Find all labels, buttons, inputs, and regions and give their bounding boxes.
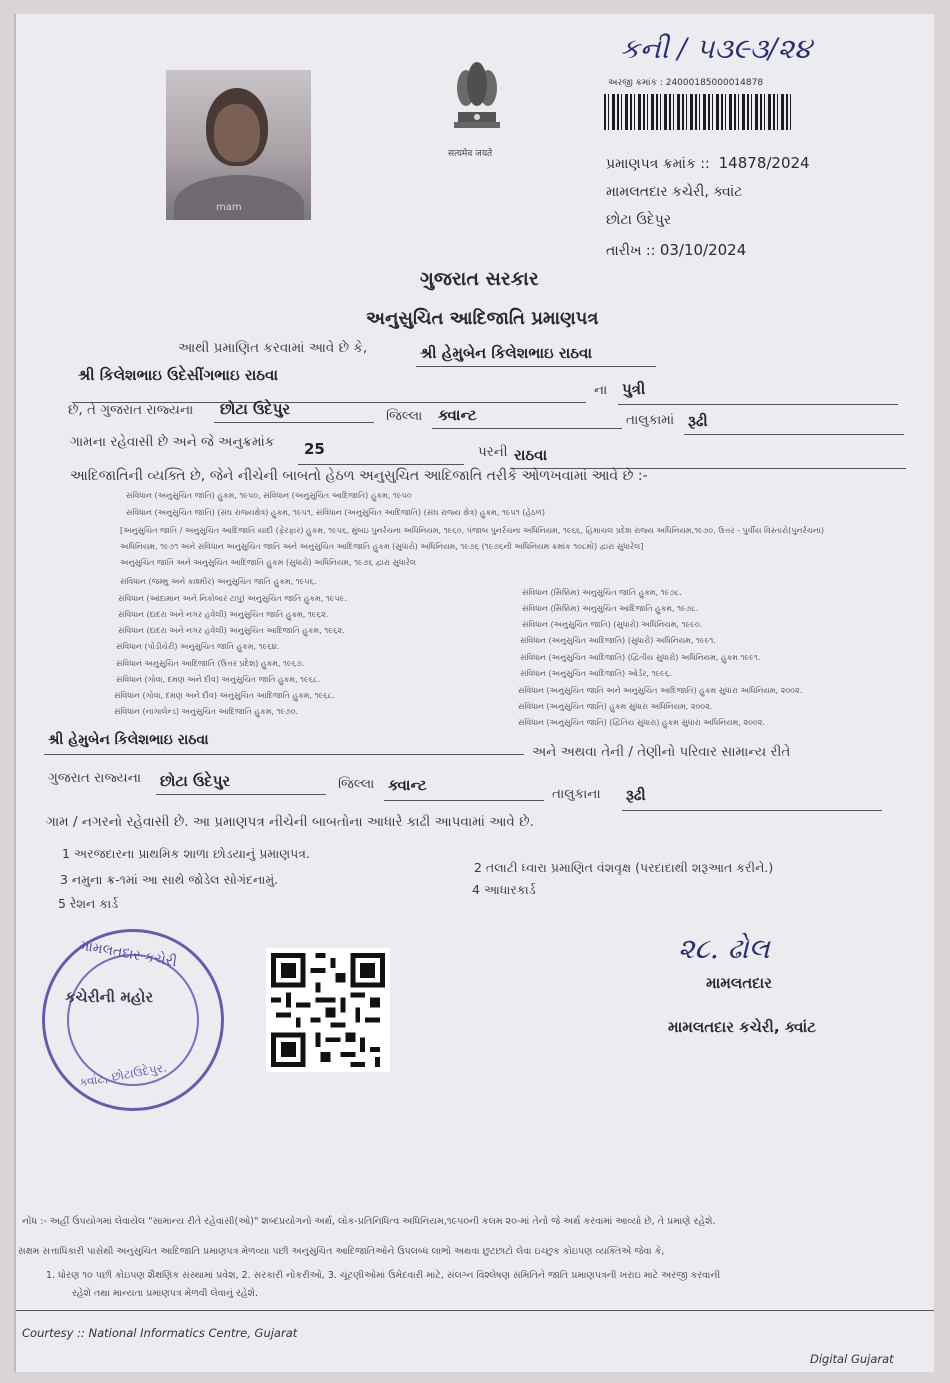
signatory-office: મામલતદાર કચેરી, ક્વાંટ (668, 1018, 816, 1036)
tribe-statement: આદિજાતિની વ્યક્તિ છે, જેને નીચેની બાબતો હેઠળ અનુસુચિત આદિજાતિ તરીકે ઓળખવામાં આવે છે :- (70, 468, 648, 484)
footer-line-2: 1. ધોરણ ૧૦ પછી કોઇપણ શૈક્ષણિક સંસ્થામાં પ્રવેશ, 2. સરકારી નોકરીઓ, 3. ચૂંટણીઓમાં ઉમેદવારી માટે, સંલગ્ન વિશ્લેષણ સમિતિને જાતિ પ્રમાણપત્રની ખરાઇ માટે અરજી કરવાની (46, 1270, 721, 1281)
relation: પુત્રી (622, 380, 646, 398)
footer-note: નોંધ :- અહીં ઉપયોગમાં લેવાયેલ "સામાન્ય રીતે રહેવાસી(ઓ)" શબ્દપ્રયોગનો અર્થ, લોક-પ્રતિનિધિત્વ અધિનિયમ,૧૯૫૦ની કલમ ૨૦-માં તેનો જે અર્થ કરવામાં આવ્યો છે, તે પ્રમાણે રહેશે. (22, 1216, 716, 1227)
law-left-item: સંવિધાન (દાદરા અને નગર હવેલી) અનુસુચિત જાતિ હુકમ, ૧૯૬૨. (118, 610, 329, 619)
barcode (604, 94, 794, 130)
residence-taluka-label: તાલુકાના (552, 786, 601, 802)
intro-text: આથી પ્રમાણિત કરવામાં આવે છે કે, (178, 340, 368, 356)
footer-line-1: સક્ષમ સત્તાધિકારી પાસેથી અનુસુચિત આદિજાતિ પ્રમાણપત્ર મેળવ્યા પછી અનુસુચિત આદિજાતિઓને ઉપલબ્ધ લાભો અથવા છુટછાટો લેવા ઇચ્છુક કોઇપણ વ્યક્તિએ જેવા કે, (18, 1246, 665, 1257)
law-right-item: સંવિધાન (અનુસુચિત આદિજાતિ) (સુધારો) અધિનિયમ, ૧૯૯૧. (520, 636, 716, 645)
law-left-item: સંવિધાન (જમ્મુ અને કાશ્મીર) અનુસુચિત જાતિ હુકમ, ૧૯૫૬. (120, 577, 317, 586)
holder-name: શ્રી હેમુબેન કિલેશભાઇ રાઠવા (420, 344, 593, 362)
residence-taluka: ક્વાન્ટ (388, 776, 427, 794)
certificate-page (14, 14, 934, 1372)
family-label: અને અથવા તેની / તેણીનો પરિવાર સામાન્ય રીતે (532, 744, 791, 760)
document-item: 2 તલાટી ધ્વારા પ્રમાણિત વંશવૃક્ષ (પરદાદાથી શરૂઆત કરીને.) (474, 860, 774, 875)
government-title: ગુજરાત સરકાર (420, 268, 539, 290)
document-item: 3 નમુના ક્ર-૧માં આ સાથે જોડેલ સોગંદનામું. (60, 872, 279, 887)
law-right-item: સંવિધાન (અનુસુચિત આદિજાતિ) ઓર્ડર, ૧૯૯૬. (520, 669, 672, 678)
law-left-item: સંવિધાન (પોંડીચેરી) અનુસુચિત જાતિ હુકમ, ૧૯૬૪. (116, 642, 280, 651)
law-line: સંવિધાન (અનુસુચિત જાતિ) (સંઘ રાજ્યક્ષેત્ર) હુકમ, ૧૯૫૧, સંવિધાન (અનુસુચિત આદિજાતિ) (સંઘ રાજ્ય ક્ષેત્ર) હુકમ, ૧૯૫૧ (હેઠળ) (126, 508, 546, 517)
law-left-item: સંવિધાન (નાગાલેન્ડ) અનુસુચિત આદિજાતિ હુકમ, ૧૯૭૦. (114, 707, 299, 716)
handwritten-reference: કની / ૫૩૯૩/૨૪ (620, 32, 812, 65)
at-label: પરની (478, 444, 508, 460)
law-line: [અનુસુચિત જાતિ / અનુસુચિત આદિજાતિ યાદી (ફેરફાર) હુકમ, ૧૯૫૬, મુંબઇ પુનર્રચના અધિનિયમ, ૧૯૬૦, પંજાબ પુનર્રચના અધિનિયમ, ૧૯૬૬, હિમાચલ પ્રદેશ રાજ્ય અધિનિયમ,૧૯૭૦, ઉત્તર - પુર્વીય વિસ્તારો(પુનર્રચના) (120, 526, 825, 535)
courtesy-text: Courtesy :: National Informatics Centre, Gujarat (22, 1326, 298, 1340)
law-right-item: સંવિધાન (અનુસુચિત જાતિ) (દ્વિતિય સુધારા) હુકમ સુધારા અધિનિયમ, ૨૦૦૨. (518, 718, 765, 727)
tribe-name: રાઠવા (514, 446, 548, 464)
national-emblem-icon (444, 54, 510, 146)
law-line: અધિનિયમ, ૧૯૭૧ અને સંવિધાન અનુસુચિત જાતિ અને અનુસુચિત આદિજાતિ હુકમ (સુધારો) અધિનિયમ, ૧૯૭૬ (૧૯૭૬ની અધિનિયમ ક્રમાંક ૧૦૮મો) દ્વારા સુધારેલ] (120, 542, 644, 551)
qr-code (266, 948, 390, 1072)
document-item: 1 અરજદારના પ્રાથમિક શાળા છોડયાનું પ્રમાણપત્ર. (62, 846, 310, 861)
applicant-photo: mam (166, 70, 311, 220)
residence-holder-name: શ્રી હેમુબેન કિલેશભાઇ રાઠવા (48, 732, 209, 748)
law-line: અનુસુચિત જાતિ અને અનુસુચિત આદિજાતિ હુકમ (સુધારો) અધિનિયમ, ૧૯૭૬ દ્વારા સુધારેલ (120, 558, 416, 567)
law-right-item: સંવિધાન (અનુસુચિત જાતિ) હુકમ સુધારા અધિનિયમ, ૨૦૦૨. (518, 702, 713, 711)
law-line: સંવિધાન (અનુસુચિત જાતિ) હુકમ, ૧૯૫૦, સંવિધાન (અનુસુચિત આદિજાતિ) હુકમ, ૧૯૫૦ (126, 491, 412, 500)
document-item: 5 રેશન કાર્ડ (58, 896, 119, 911)
law-right-item: સંવિધાન (અનુસુચિત જાતિ અને અનુસુચિત આદિજાતિ) હુકમ સુધારા અધિનિયમ, ૨૦૦૨. (518, 686, 803, 695)
body-village: રૂઢી (688, 412, 708, 430)
taluka-label: તાલુકામાં (626, 412, 675, 428)
of-label: ના (594, 382, 608, 398)
law-right-item: સંવિધાન (સિક્કિમ) અનુસુચિત જાતિ હુકમ, ૧૯૭૮. (522, 588, 682, 597)
residence-district-label: જિલ્લા (338, 776, 375, 792)
issuing-office: મામલતદાર કચેરી, ક્વાંટ (606, 184, 743, 200)
father-name: શ્રી કિલેશભાઇ ઉદેસીંગભાઇ રાઠવા (78, 366, 279, 384)
body-taluka: ક્વાન્ટ (438, 406, 477, 424)
body-district: છોટા ઉદેપુર (220, 400, 291, 418)
signatory-designation: મામલતદાર (706, 974, 772, 992)
office-seal: મામલતદાર કચેરી કચેરીની મહોર ક્વાંટ, છોટાઉદેપુર. (42, 929, 224, 1111)
law-right-item: સંવિધાન (અનુસુચિત જાતિ) (સુધારો) અધિનિયમ, ૧૯૯૦. (522, 620, 703, 629)
residence-village: રૂઢી (626, 786, 646, 804)
certificate-number: પ્રમાણપત્ર ક્રમાંક :: 14878/2024 (606, 154, 810, 172)
digital-gujarat-brand: Digital Gujarat (810, 1352, 894, 1366)
application-number: અરજી ક્રમાંક : 24000185000014878 (608, 78, 764, 88)
law-right-item: સંવિધાન (અનુસુચિત આદિજાતિ) (દ્વિતીય સુધારો) અધિનિયમ, હુકમ ૧૯૯૧. (520, 653, 761, 662)
signature: ૨૮. ઢોલ (678, 932, 770, 965)
law-right-item: સંવિધાન (સિક્કિમ) અનુસુચિત આદિજાતિ હુકમ, ૧૯૭૮. (522, 604, 699, 613)
emblem-motto: सत्यमेव जयते (448, 149, 493, 159)
basis-text: ગામ / નગરનો રહેવાસી છે. આ પ્રમાણપત્ર નીચેની બાબતોના આધારે કાઢી આપવામાં આવે છે. (46, 814, 534, 830)
district-label: જિલ્લા (386, 408, 423, 424)
document-item: 4 આધારકાર્ડ (472, 882, 536, 897)
issuing-district: છોટા ઉદેપુર (606, 212, 672, 228)
residence-state-label: ગુજરાત રાજ્યના (48, 770, 142, 786)
serial-number: 25 (304, 440, 325, 458)
law-left-item: સંવિધાન (દાદરા અને નગર હવેલી) અનુસુચિત આદિજાતિ હુકમ, ૧૯૬૨. (118, 626, 345, 635)
law-left-item: સંવિધાન (આંદામાન અને નિકોબાર ટાપુ) અનુસુચિત જાતિ હુકમ, ૧૯૫૯. (118, 594, 348, 603)
law-left-item: સંવિધાન (ગોવા, દમણ અને દીવ) અનુસુચિત આદિજાતિ હુકમ, ૧૯૬૮. (114, 691, 335, 700)
footer-line-3: રહેશે તથા માન્યતા પ્રમાણપત્ર મેળવી લેવાનું રહેશે. (72, 1288, 258, 1299)
certificate-title: અનુસુચિત આદિજાતિ પ્રમાણપત્ર (366, 308, 599, 329)
law-left-item: સંવિધાન અનુસુચિત આદિજાતિ (ઉત્તર પ્રદેશ) હુકમ, ૧૯૬૭. (116, 659, 305, 668)
residence-district: છોટા ઉદેપુર (160, 772, 231, 790)
resident-label: ગામના રહેવાસી છે અને જે અનુક્રમાંક (70, 434, 275, 450)
law-left-item: સંવિધાન (ગોવા, દમણ અને દીવ) અનુસુચિત જાતિ હુકમ, ૧૯૬૮. (116, 675, 321, 684)
issue-date: તારીખ :: 03/10/2024 (606, 241, 747, 259)
state-label: છે, તે ગુજરાત રાજ્યના (68, 402, 194, 418)
